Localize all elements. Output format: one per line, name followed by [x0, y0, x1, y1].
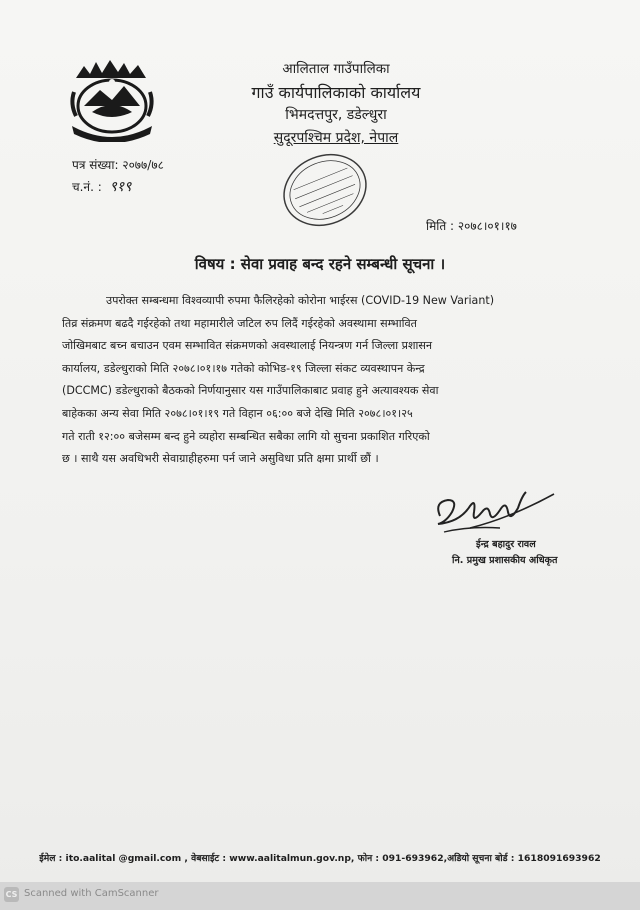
letter-number-value: २०७७/७८ [122, 158, 164, 172]
municipality-name: आलिताल गाउँपालिका [282, 61, 390, 77]
scanner-watermark-bar [0, 882, 640, 910]
letter-number [72, 156, 164, 173]
dispatch-number-value: ९१९ [109, 179, 132, 195]
office-name: गाउँ कार्यपालिकाको कार्यालय [251, 83, 421, 102]
nepal-emblem-logo [62, 56, 162, 142]
body-line: बाहेकका अन्य सेवा मिति २०७८।०१।१९ गते विहान ०६:०० बजे देखि मिति २०७८।०१।२५ [62, 406, 413, 420]
letter-date: मिति : २०७८।०१।१७ [426, 219, 517, 233]
dispatch-number-label: च.नं. : [72, 180, 102, 194]
camscanner-icon: CS [4, 887, 19, 902]
body-line: गते राती १२:०० बजेसम्म बन्द हुने व्यहोरा सम्बन्धित सबैका लागि यो सुचना प्रकाशित गरिएको [62, 429, 430, 443]
signatory-name: ईन्द्र बहादुर रावल [476, 539, 536, 550]
office-address: भिमदत्तपुर, डडेल्धुरा [285, 107, 387, 123]
scanner-watermark-text: Scanned with CamScanner [24, 888, 159, 899]
body-line: उपरोक्त सम्बन्धमा विश्वव्यापी रुपमा फैलिरहेको कोरोना भाईरस (COVID-19 New Variant) [106, 294, 495, 307]
dispatch-number [72, 177, 131, 196]
body-line: तिव्र संक्रमण बढदै गईरहेको तथा महामारीले जटिल रुप लिदैं गईरहेको अवस्थामा सम्भावित [62, 316, 417, 330]
footer-contact: ईमेल : ito.aalital @gmail.com , वेबसाईट : www.aalitalmun.gov.np, फोन : 091-693962,अडियो सूचना बोर्ड : 1618091693962 [39, 853, 601, 864]
notice-body [62, 290, 574, 471]
body-line: (DCCMC) डडेल्धुराको बैठकको निर्णयानुसार यस गाउँपालिकाबाट प्रवाह हुने अत्यावश्यक सेवा [62, 384, 439, 398]
office-letterhead [236, 58, 436, 150]
body-line: छ । साथै यस अवधिभरी सेवाग्राहीहरुमा पर्न जाने असुविधा प्रति क्षमा प्रार्थी छौं । [62, 452, 379, 466]
office-province: सुदूरपश्चिम प्रदेश, नेपाल [273, 130, 399, 146]
body-line: कार्यालय, डडेल्धुराको मिति २०७८।०१।१७ गतेको कोभिड-१९ जिल्ला संकट व्यवस्थापन केन्द्र [62, 361, 425, 375]
handwritten-signature [430, 482, 560, 542]
subject-line: विषय : सेवा प्रवाह बन्द रहने सम्बन्धी सूचना । [194, 255, 446, 273]
office-seal-stamp [270, 140, 380, 240]
signatory-title: नि. प्रमुख प्रशासकीय अधिकृत [452, 555, 558, 566]
letter-number-label: पत्र संख्या: [72, 158, 119, 172]
body-line: जोखिमबाट बच्न बचाउन एवम सम्भावित संक्रमणको अवस्थालाई नियन्त्रण गर्न जिल्ला प्रशासन [62, 339, 433, 353]
